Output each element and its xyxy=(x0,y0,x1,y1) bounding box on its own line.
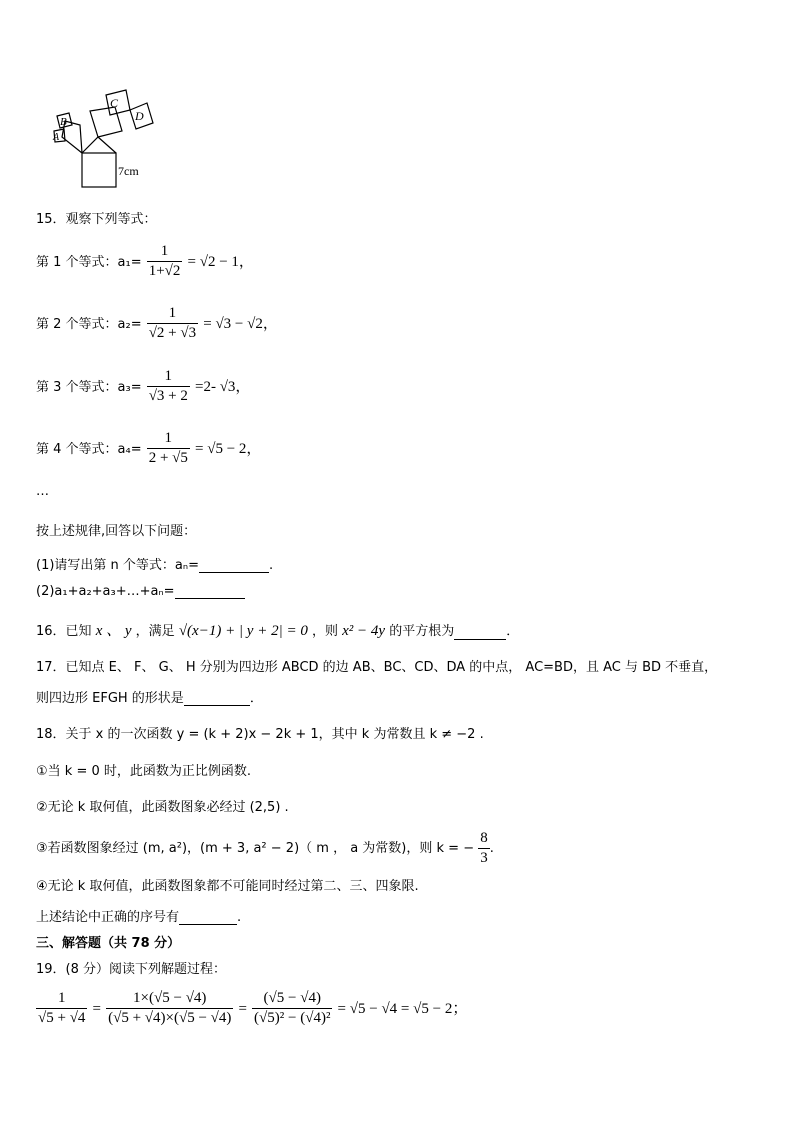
q16-end: ． xyxy=(506,624,520,639)
answer-blank[interactable] xyxy=(179,924,237,925)
eq-rhs: = √5 − 2， xyxy=(195,441,262,457)
eq-num: 1 xyxy=(164,430,173,446)
eq-label: 第 1 个等式：a₁= xyxy=(36,255,142,270)
part2-text: (2)a₁+a₂+a₃+…+aₙ= xyxy=(36,584,175,599)
eq-label: 第 3 个等式：a₃= xyxy=(36,380,142,395)
eq-den: 1+√2 xyxy=(148,263,181,279)
eq-num: 1 xyxy=(160,243,169,259)
q19-formula: $\frac{1}{√5 + √4}$ = $\frac{1\times(√5 - √4)}{(√5 + √4)\times(√5 - √4)}$ = $\frac{(√5 - √4)}{\text{(√5)² − (√4)²}}$ = √5 − √4 = √5 − 2； xyxy=(38,990,468,1026)
q15-part1 xyxy=(36,554,273,573)
answer-blank[interactable] xyxy=(199,572,269,573)
frac-den: √5 + √4 xyxy=(38,1010,86,1026)
answer-blank[interactable] xyxy=(175,598,245,599)
section-title: 三、解答题（共 78 分） xyxy=(36,936,181,951)
q16-text: 16．已知 xyxy=(36,624,92,639)
q15-line-1 xyxy=(36,243,254,280)
frac-num: 1×(√5 − √4) xyxy=(133,990,207,1006)
q17-end: ． xyxy=(249,691,263,706)
q18-statement-4: ④无论 k 取何值，此函数图象都不可能同时经过第二、三、四象限. xyxy=(36,879,419,894)
frac-den: (√5)² − (√4)² xyxy=(254,1010,331,1026)
frac-den: 3 xyxy=(480,850,488,866)
q18-statement-2: ②无论 k 取何值，此函数图象必经过 (2,5) . xyxy=(36,800,289,815)
q15-part2 xyxy=(36,584,245,599)
label-c: C xyxy=(110,96,119,110)
q18-line1: 18．关于 x 的一次函数 y = (k + 2)x − 2k + 1，其中 k 为常数且 k ≠ −2 . xyxy=(36,727,484,742)
q16-text: 的平方根为 xyxy=(389,624,455,639)
q16-text: ，满足 xyxy=(135,624,175,639)
eq-num: 1 xyxy=(168,305,177,321)
eq-rhs: = √2 − 1， xyxy=(187,254,254,270)
q16 xyxy=(36,619,519,640)
q18-ask xyxy=(36,906,241,925)
q18-s3-end: . xyxy=(489,841,494,856)
answer-blank[interactable] xyxy=(184,705,250,706)
q18-s3-text: ③若函数图象经过 (m, a²)，(m + 3, a² − 2)（ m ， a 为常数)，则 k = − xyxy=(36,841,475,856)
q18-statement-1: ①当 k = 0 时，此函数为正比例函数. xyxy=(36,764,252,779)
q15-line-3 xyxy=(36,368,250,405)
label-a: A xyxy=(53,132,60,143)
q16-condition: √(x−1) + | y + 2| = 0 xyxy=(178,623,308,639)
eq-label: 第 2 个等式：a₂= xyxy=(36,317,142,332)
pythagoras-figure xyxy=(40,85,160,195)
q17-line1: 17．已知点 E、 F、 G、 H 分别为四边形 ABCD 的边 AB、BC、CD、DA 的中点， AC=BD，且 AC 与 BD 不垂直， xyxy=(36,660,718,675)
eq-den: 2 + √5 xyxy=(148,450,188,466)
q18-ask-end: . xyxy=(237,910,242,925)
label-d: D xyxy=(135,109,144,123)
q19-rhs: = √5 − √4 = √5 − 2； xyxy=(337,1001,468,1017)
eq-den: √3 + 2 xyxy=(148,388,188,404)
ellipsis: … xyxy=(36,484,49,499)
part1-end: . xyxy=(268,558,274,573)
q17-line2 xyxy=(36,687,263,706)
part1-text: (1)请写出第 n 个等式：aₙ= xyxy=(36,558,199,573)
frac-num: (√5 − √4) xyxy=(263,990,321,1006)
q18-statement-3 xyxy=(36,830,494,867)
q17-text: 则四边形 EFGH 的形状是 xyxy=(36,691,184,706)
q15-line-4 xyxy=(36,430,261,467)
q15-instruction: 按上述规律,回答以下问题： xyxy=(36,524,197,539)
answer-blank[interactable] xyxy=(454,639,506,640)
q16-expression: x² − 4y xyxy=(342,623,386,639)
eq-num: 1 xyxy=(164,368,173,384)
q15-line-2 xyxy=(36,305,278,342)
label-b: B xyxy=(60,116,67,128)
frac-num: 8 xyxy=(480,830,488,846)
q19-intro: 19．(8 分）阅读下列解题过程： xyxy=(36,962,227,977)
q15-title: 15．观察下列等式： xyxy=(36,212,157,227)
measure-label: 7cm xyxy=(118,164,139,178)
frac-num: 1 xyxy=(57,990,66,1006)
q16-vars: x 、 y xyxy=(95,623,132,639)
eq-rhs: =2- √3， xyxy=(195,379,251,395)
q18-ask-text: 上述结论中正确的序号有 xyxy=(36,910,180,925)
frac-den: (√5 + √4)×(√5 − √4) xyxy=(108,1010,232,1026)
q16-text: ，则 xyxy=(311,624,338,639)
eq-label: 第 4 个等式：a₄= xyxy=(36,442,142,457)
eq-rhs: = √3 − √2， xyxy=(203,316,278,332)
eq-den: √2 + √3 xyxy=(148,325,197,341)
